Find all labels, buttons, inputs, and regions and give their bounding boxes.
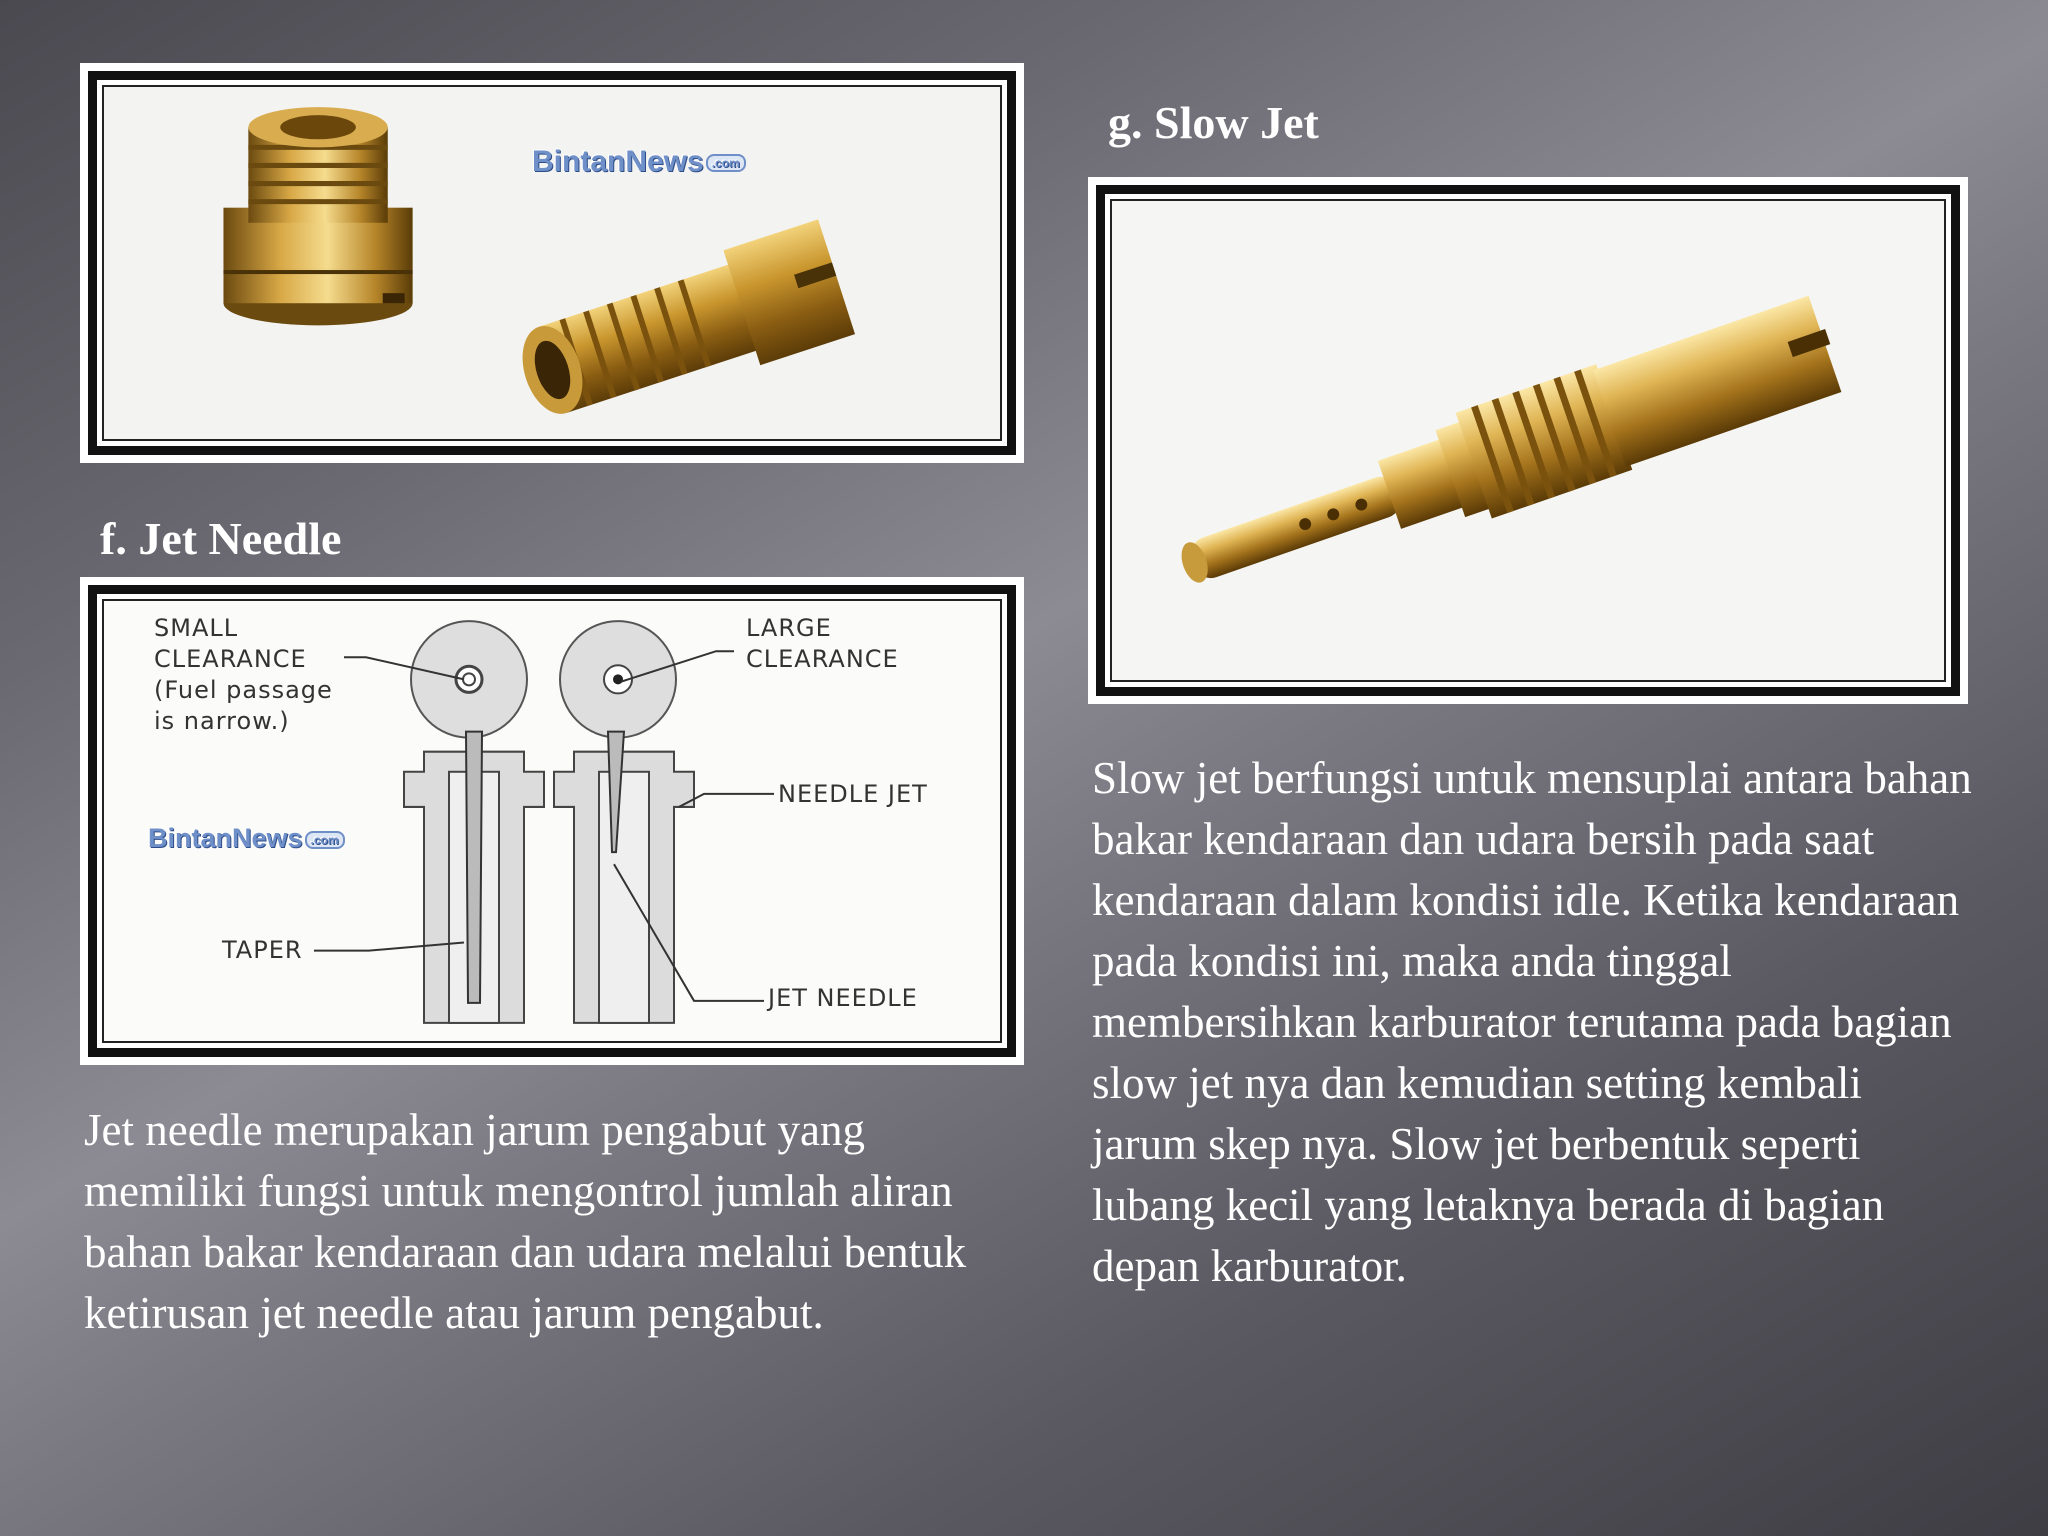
slow-jet-heading: g. Slow Jet [1108, 97, 1319, 148]
slow-jet-image [1110, 199, 1946, 682]
slow-jet-description: Slow jet berfungsi untuk mensuplai antara bahan bakar kendaraan dan udara bersih pada saat kendaraan dalam kondisi idle. Ketika kendaraan pada kondisi ini, maka anda tinggal membersihkan karburator terutama pada bagian slow jet nya dan kemudian setting kembali jarum skep nya. Slow jet berbentuk seperti lubang kecil yang letaknya berada di bagian depan karburator. [1092, 753, 1972, 1291]
small-clearance-label: SMALL CLEARANCE (Fuel passage is narrow.) [154, 614, 333, 735]
brass-jets-image-frame [80, 63, 1024, 463]
needle-jet-label: NEEDLE JET [778, 780, 928, 808]
bintannews-watermark-diagram: BintanNews .com [148, 823, 345, 854]
large-clearance-label: LARGE CLEARANCE [746, 614, 899, 673]
brass-jets-image-border [88, 71, 1016, 455]
brass-jets-image [102, 85, 1002, 441]
jet-needle-heading: f. Jet Needle [100, 513, 342, 564]
slow-jet-photo-icon [1112, 201, 1944, 680]
jet-needle-diagram-frame [80, 577, 1024, 1065]
bintannews-watermark: BintanNews .com [532, 145, 746, 179]
brass-jets-photo-icon [104, 87, 1000, 439]
jet-needle-diagram [102, 599, 1002, 1043]
jet-needle-diagram-label: JET NEEDLE [768, 984, 918, 1012]
taper-label: TAPER [222, 936, 303, 964]
slow-jet-image-frame [1088, 177, 1968, 704]
slow-jet-image-border [1096, 185, 1960, 696]
jet-needle-diagram-border [88, 585, 1016, 1057]
jet-needle-description: Jet needle merupakan jarum pengabut yang memiliki fungsi untuk mengontrol jumlah aliran bahan bakar kendaraan dan udara melalui bentuk ketirusan jet needle atau jarum pengabut. [84, 1105, 967, 1338]
